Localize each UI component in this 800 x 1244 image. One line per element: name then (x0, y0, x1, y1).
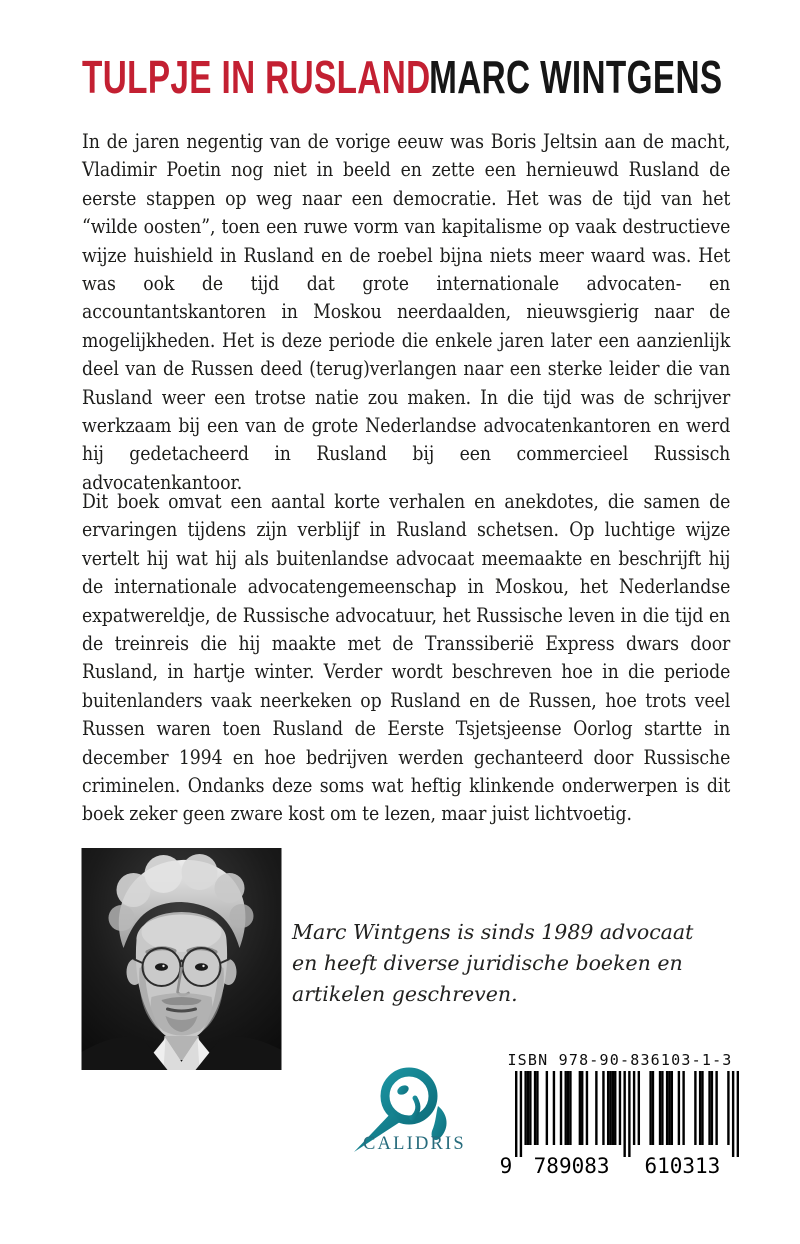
isbn-barcode-block (499, 1051, 741, 1175)
synopsis-paragraph-1: In de jaren negentig van de vorige eeuw was Boris Jeltsin aan de macht, Vladimir Poetin nog niet in beeld en zette een hernieuwd Rusland de eerste stappen op weg naar een democratie. Het was de tijd van het “wilde oosten”, toen een ruwe vorm van kapitalisme op vaak destructieve wijze huishield in Rusland en de roebel bijna niets meer waard was. Het was ook de tijd dat grote internationale advocaten- en accountantskantoren in Moskou neerdaalden, nieuwsgierig naar de mogelijkheden. Het is deze periode die enkele jaren later een aanzienlijk deel van de Russen deed (terug)verlangen naar een sterke leider die van Rusland weer een trotse natie zou maken. In die tijd was de schrijver werkzaam bij een van de grote Nederlandse advocatenkantoren en werd hij gedetacheerd in Rusland bij een commercieel Russisch advocatenkantoor. (82, 130, 731, 494)
svg-text:789083: 789083 (533, 1154, 610, 1175)
author-portrait-image (80, 848, 283, 1070)
publisher-logo (346, 1058, 480, 1170)
publisher-name: CALIDRIS (363, 1134, 466, 1154)
author-name: MARC WINTGENS (428, 50, 722, 103)
isbn-label: ISBN 978-90-836103-1-3 (507, 1051, 733, 1069)
ean13-barcode (499, 1071, 739, 1175)
svg-text:9: 9 (499, 1154, 513, 1175)
author-photo (80, 848, 283, 1070)
book-title: TULPJE IN RUSLAND (82, 50, 431, 103)
author-bio: Marc Wintgens is sinds 1989 advocaat en heeft diverse juridische boeken en artikelen geschreven. (292, 920, 694, 1006)
synopsis-paragraph-2: Dit boek omvat een aantal korte verhalen en anekdotes, die samen de ervaringen tijdens zijn verblijf in Rusland schetsen. Op luchtige wijze vertelt hij wat hij als buitenlandse advocaat meemaakte en beschrijft hij de internationale advocatengemeenschap in Moskou, het Nederlandse expatwereldje, de Russische advocatuur, het Russische leven in die tijd en de treinreis die hij maakte met de Transsiberië Express dwars door Rusland, in hartje winter. Verder wordt beschreven hoe in die periode buitenlanders vaak neerkeken op Rusland en de Russen, hoe trots veel Russen waren toen Rusland de Eerste Tsjetsjeense Oorlog startte in december 1994 en hoe bedrijven werden gechanteerd door Russische criminelen. Ondanks deze soms wat heftig klinkende onderwerpen is dit boek zeker geen zware kost om te lezen, maar juist lichtvoetig. (82, 490, 731, 826)
svg-text:610313: 610313 (644, 1154, 721, 1175)
